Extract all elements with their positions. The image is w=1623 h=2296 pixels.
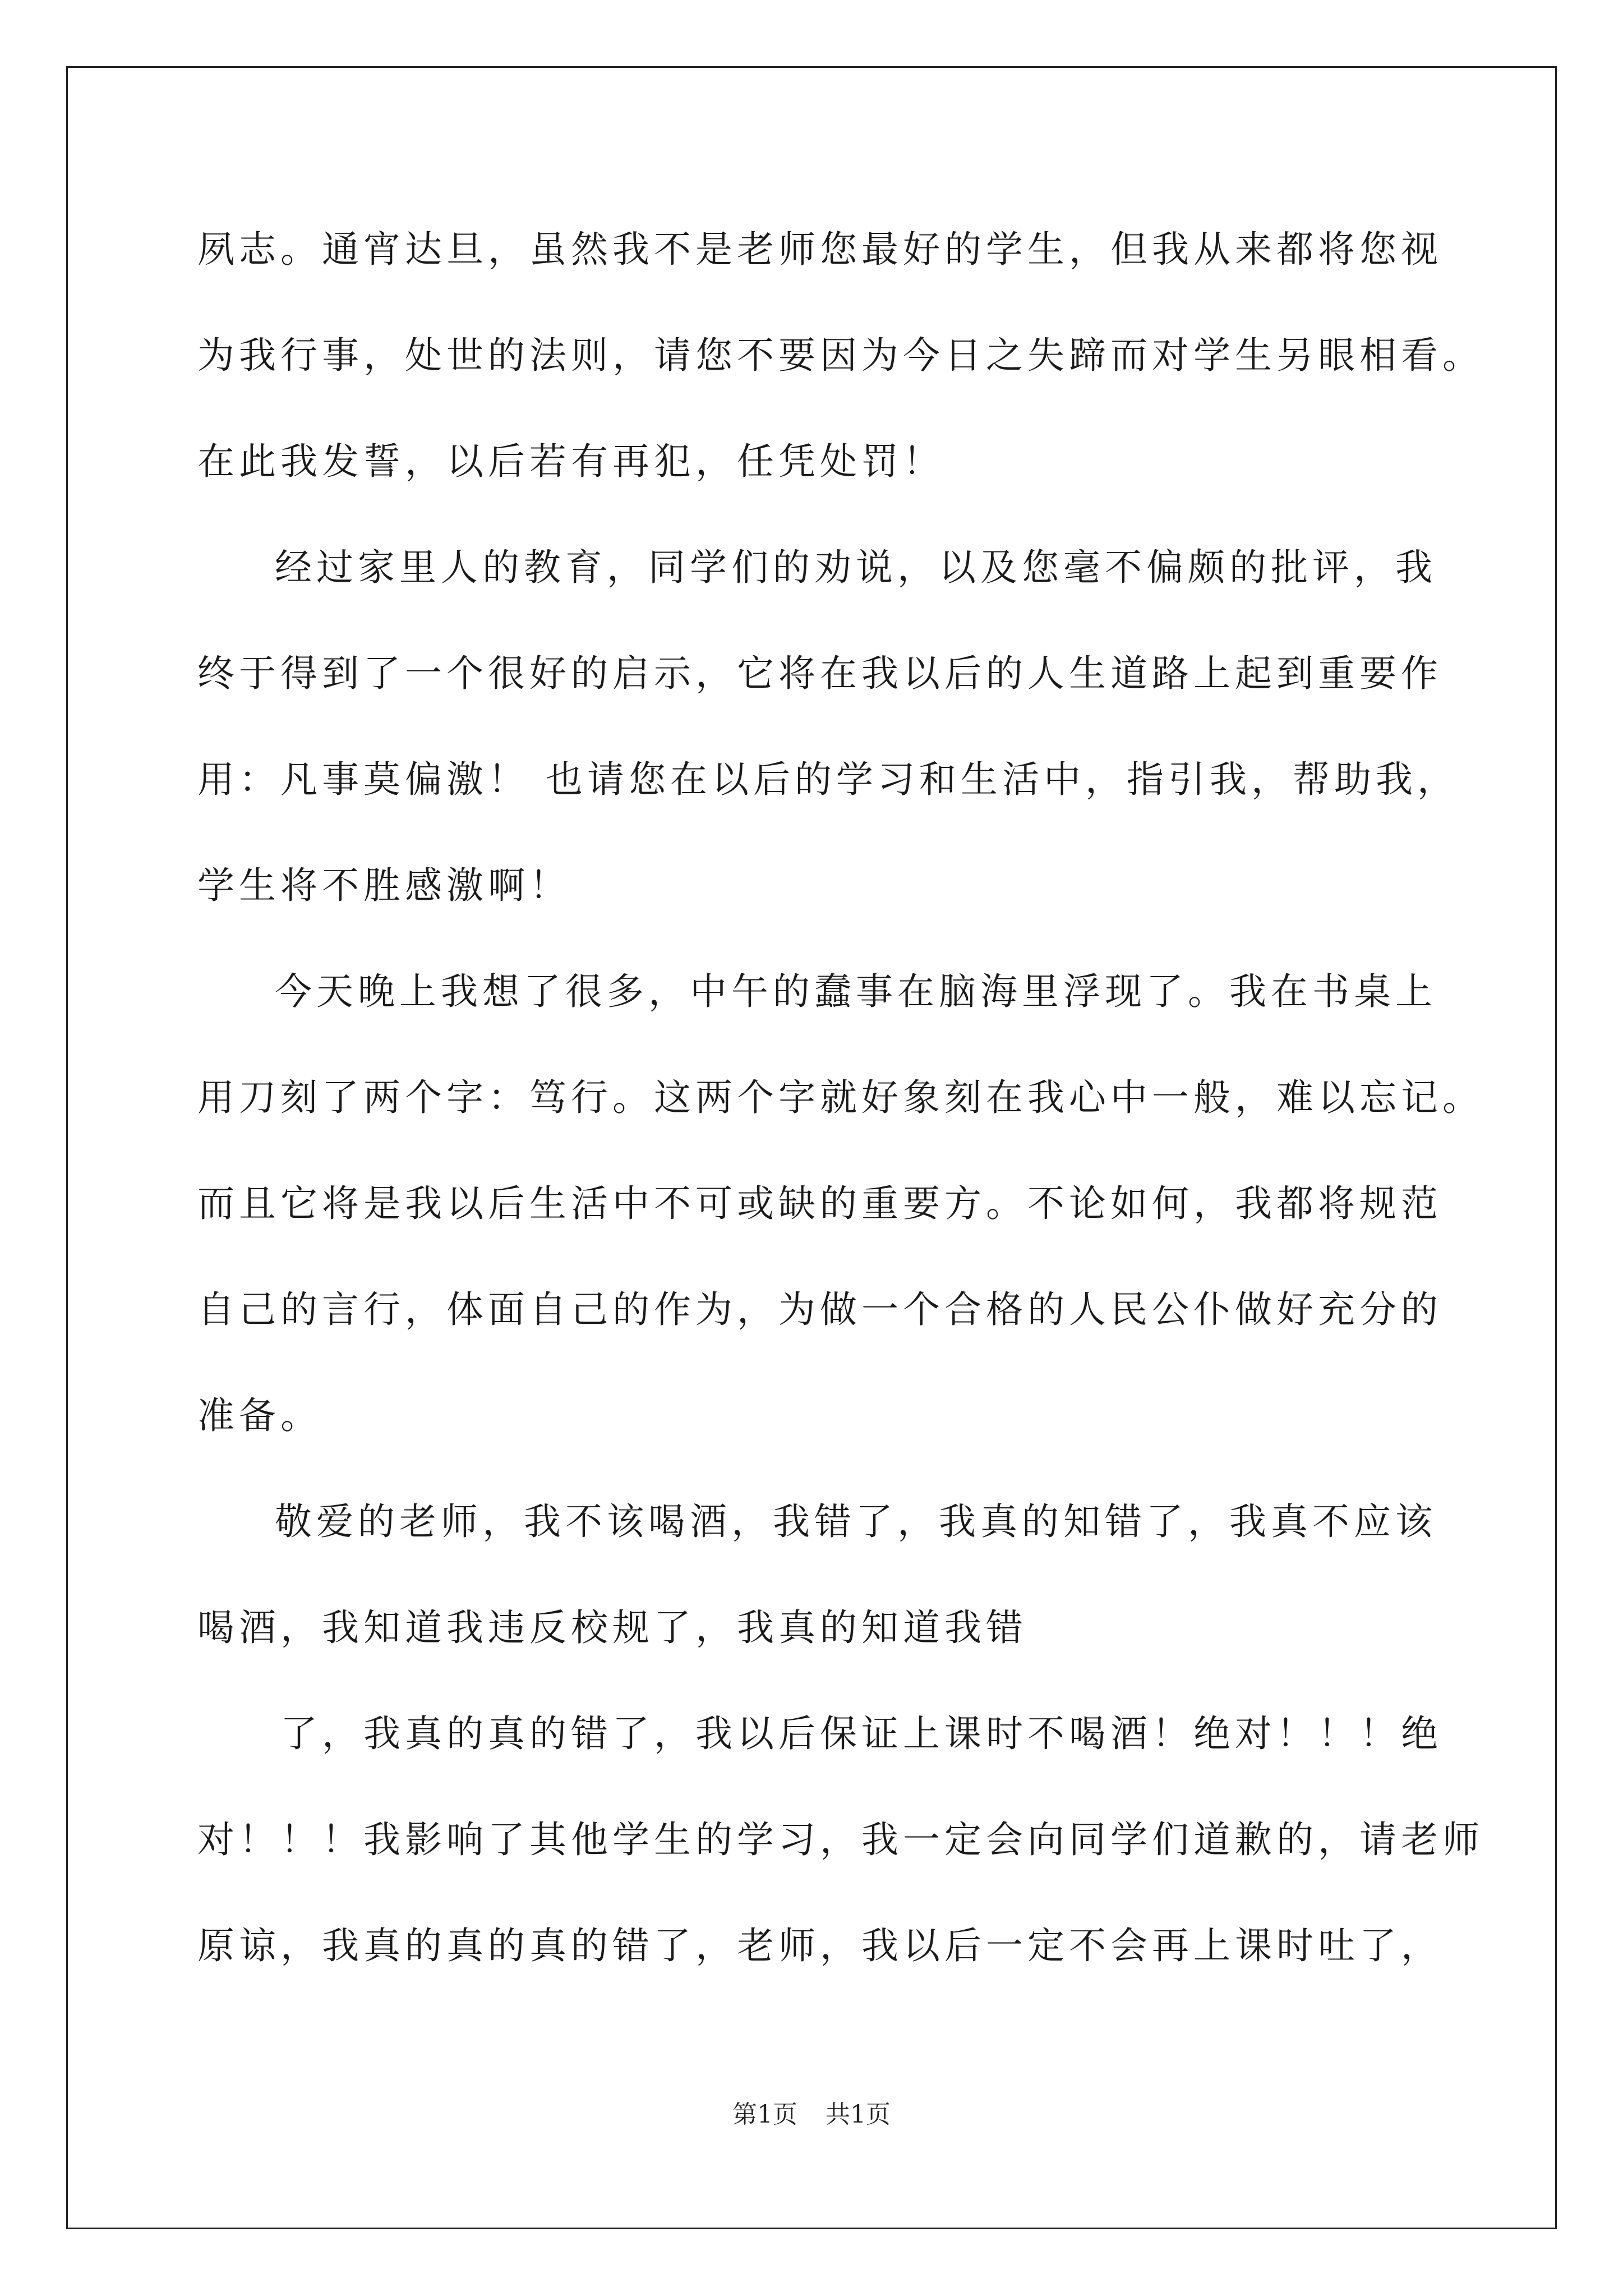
text-line: 学生将不胜感激啊！ (197, 864, 571, 907)
text-line: 对！！！我影响了其他学生的学习，我一定会向同学们道歉的，请老师 (197, 1818, 1484, 1861)
text-line: 为我行事，处世的法则，请您不要因为今日之失蹄而对学生另眼相看。 (197, 334, 1484, 377)
text-line: 在此我发誓，以后若有再犯，任凭处罚！ (197, 440, 944, 483)
text-line: 用：凡事莫偏激！ 也请您在以后的学习和生活中，指引我，帮助我， (197, 758, 1459, 801)
text-line: 了，我真的真的错了，我以后保证上课时不喝酒！绝对！！！绝 (280, 1712, 1442, 1755)
page-number: 第1页 (732, 2100, 797, 2129)
text-line: 终于得到了一个很好的启示，它将在我以后的人生道路上起到重要作 (197, 652, 1442, 695)
text-line: 自己的言行，体面自己的作为，为做一个合格的人民公仆做好充分的 (197, 1288, 1442, 1331)
text-line: 今天晚上我想了很多，中午的蠢事在脑海里浮现了。我在书桌上 (275, 970, 1437, 1013)
text-line: 原谅，我真的真的真的错了，老师，我以后一定不会再上课时吐了， (197, 1924, 1442, 1967)
text-line: 而且它将是我以后生活中不可或缺的重要方。不论如何，我都将规范 (197, 1182, 1442, 1225)
text-line: 敬爱的老师，我不该喝酒，我错了，我真的知错了，我真不应该 (275, 1500, 1437, 1543)
page-border (66, 66, 1557, 2229)
text-line: 经过家里人的教育，同学们的劝说，以及您毫不偏颇的批评，我 (275, 546, 1437, 589)
text-line: 喝酒，我知道我违反校规了，我真的知道我错 (197, 1606, 1027, 1649)
page-total: 共1页 (826, 2100, 891, 2129)
text-line: 夙志。通宵达旦，虽然我不是老师您最好的学生，但我从来都将您视 (197, 228, 1442, 271)
text-line: 用刀刻了两个字：笃行。这两个字就好象刻在我心中一般，难以忘记。 (197, 1076, 1484, 1119)
page-footer (0, 2098, 1623, 2132)
text-line: 准备。 (197, 1394, 322, 1437)
